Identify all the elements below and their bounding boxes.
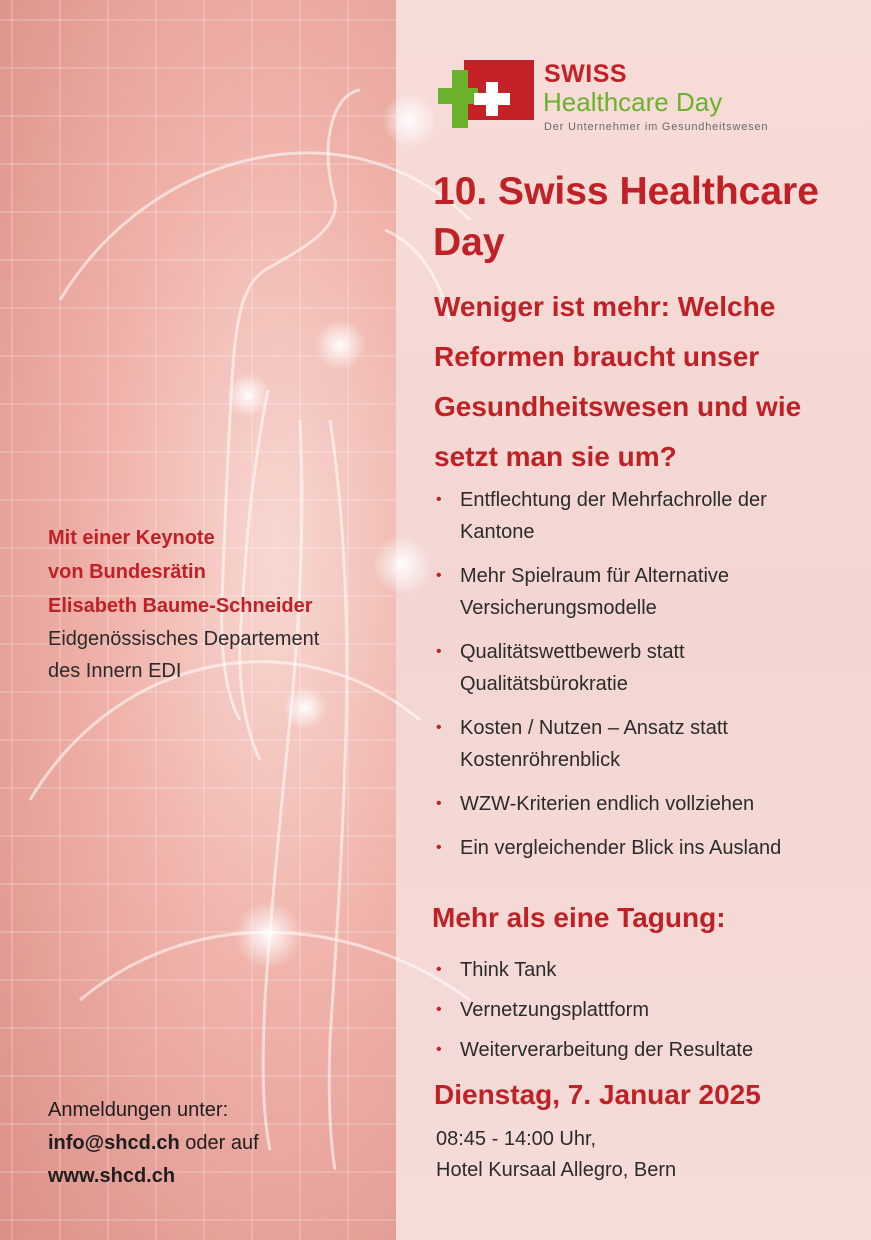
event-location: Hotel Kursaal Allegro, Bern — [436, 1159, 677, 1181]
topic-item: • Mehr Spielraum für Alternative Versicherungsmodelle — [436, 565, 730, 619]
keynote-department: Eidgenössisches Departement — [48, 628, 320, 650]
registration-website-link[interactable]: www.shcd.ch — [48, 1165, 176, 1187]
swiss-cross-logo-icon — [436, 58, 536, 130]
logo-wordmark-swiss: SWISS — [544, 60, 628, 88]
keynote-speaker: Elisabeth Baume-Schneider — [48, 595, 313, 617]
topic-item: • WZW-Kriterien endlich vollziehen — [436, 793, 755, 815]
registration-label: Anmeldungen unter: — [48, 1099, 229, 1121]
registration-email-link[interactable]: info@shcd.ch — [48, 1132, 180, 1154]
topic-item: • Entflechtung der Mehrfachrolle der Kantone — [436, 489, 767, 543]
tagung-item: • Vernetzungsplattform — [436, 999, 649, 1021]
swiss-healthcare-day-logo — [436, 58, 856, 138]
keynote-department: des Innern EDI — [48, 660, 182, 682]
tagung-list — [434, 954, 834, 1074]
logo-tagline: Der Unternehmer im Gesundheitswesen — [544, 121, 769, 133]
keynote-line: Mit einer Keynote — [48, 527, 215, 549]
topics-list — [434, 484, 834, 876]
registration-block — [48, 1094, 388, 1193]
keynote-block — [48, 521, 388, 687]
event-time: 08:45 - 14:00 Uhr, — [436, 1128, 597, 1150]
tagung-heading: Mehr als eine Tagung: — [432, 902, 726, 933]
event-title: 10. Swiss Healthcare Day — [433, 170, 819, 264]
tagung-item: • Think Tank — [436, 959, 557, 981]
topic-item: • Ein vergleichender Blick ins Ausland — [436, 837, 782, 859]
keynote-line: von Bundesrätin — [48, 561, 206, 583]
event-date: Dienstag, 7. Januar 2025 — [434, 1079, 761, 1110]
logo-wordmark-healthcare-day: Healthcare Day — [543, 87, 723, 117]
tagung-item: • Weiterverarbeitung der Resultate — [436, 1039, 754, 1061]
topic-item: • Qualitätswettbewerb statt Qualitätsbürokratie — [436, 641, 685, 695]
logo-green-crossbar — [438, 88, 478, 104]
event-subtitle: Weniger ist mehr: Welche Reformen braucht unser Gesundheitswesen und wie setzt man sie um? — [434, 291, 802, 472]
topic-item: • Kosten / Nutzen – Ansatz statt Kostenröhrenblick — [436, 717, 728, 771]
registration-connector: oder auf — [179, 1132, 259, 1154]
